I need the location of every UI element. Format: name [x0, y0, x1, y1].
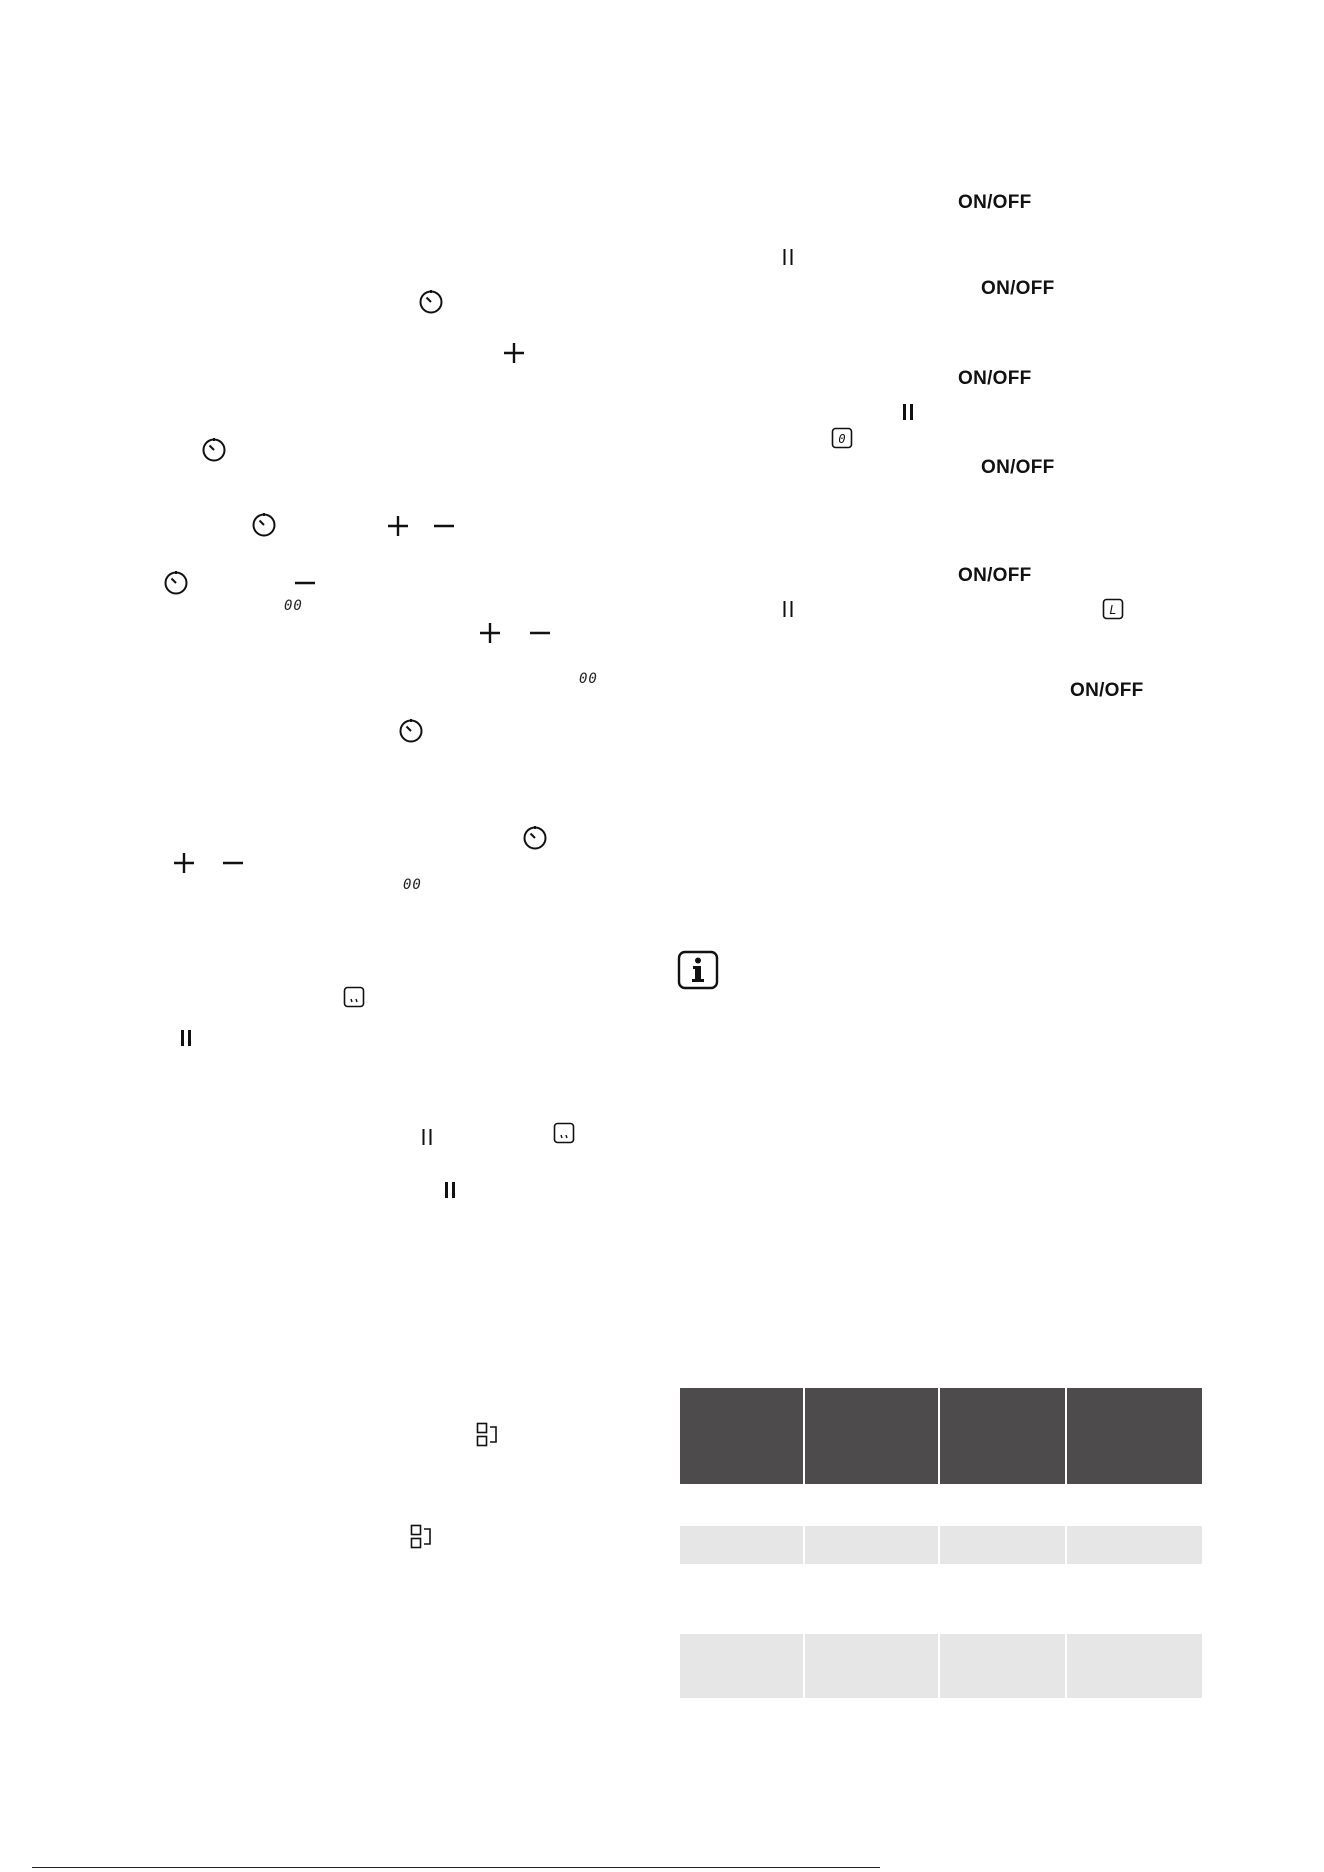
table-cell	[1067, 1526, 1202, 1564]
display-box-icon	[831, 427, 853, 449]
plus-icon	[173, 852, 195, 874]
plus-icon	[503, 342, 525, 364]
timer-icon	[522, 825, 548, 851]
timer-icon	[418, 289, 444, 315]
footer-rule	[32, 1867, 880, 1868]
table-row	[680, 1634, 1202, 1698]
bridge-icon	[410, 1524, 434, 1550]
timer-icon	[251, 512, 277, 538]
minus-icon	[433, 515, 455, 537]
segment-letter-l: L	[1109, 603, 1117, 617]
table-row	[680, 1564, 1202, 1634]
segment-display-00: 00	[284, 598, 303, 614]
display-box-icon	[343, 986, 365, 1008]
pause-icon	[420, 1128, 434, 1146]
table-cell	[940, 1564, 1067, 1634]
pause-icon	[443, 1181, 457, 1199]
table-cell	[1067, 1564, 1202, 1634]
bridge-icon	[476, 1422, 500, 1448]
pause-icon	[781, 248, 795, 266]
segment-digit-0: 0	[838, 432, 846, 446]
onoff-label: ON/OFF	[958, 565, 1032, 586]
plus-icon	[479, 622, 501, 644]
onoff-label: ON/OFF	[981, 278, 1055, 299]
table-cell	[805, 1526, 940, 1564]
table-header-row	[680, 1388, 1202, 1484]
minus-icon	[529, 622, 551, 644]
minus-icon	[222, 852, 244, 874]
table-header-cell	[940, 1388, 1067, 1484]
onoff-label: ON/OFF	[981, 457, 1055, 478]
pause-icon	[179, 1029, 193, 1047]
timer-icon	[163, 570, 189, 596]
plus-icon	[387, 515, 409, 537]
onoff-label: ON/OFF	[958, 192, 1032, 213]
table-header-cell	[1067, 1388, 1202, 1484]
table-cell	[940, 1526, 1067, 1564]
segment-display-00: 00	[403, 877, 422, 893]
table-header-cell	[680, 1388, 805, 1484]
table-cell	[805, 1564, 940, 1634]
onoff-label: ON/OFF	[958, 368, 1032, 389]
table-cell	[805, 1484, 940, 1526]
pause-icon	[901, 403, 915, 421]
table-cell	[680, 1564, 805, 1634]
display-box-icon	[1102, 598, 1124, 620]
table-cell	[680, 1484, 805, 1526]
table-cell	[680, 1526, 805, 1564]
table-row	[680, 1526, 1202, 1564]
segment-display-00: 00	[579, 671, 598, 687]
pause-icon	[781, 600, 795, 618]
display-box-icon	[553, 1122, 575, 1144]
table-cell	[940, 1634, 1067, 1698]
table-header-cell	[805, 1388, 940, 1484]
table-cell	[680, 1634, 805, 1698]
onoff-label: ON/OFF	[1070, 680, 1144, 701]
table-cell	[805, 1634, 940, 1698]
timer-icon	[201, 437, 227, 463]
info-icon	[677, 950, 719, 990]
table-row	[680, 1484, 1202, 1526]
minus-icon	[294, 572, 316, 594]
table-cell	[1067, 1484, 1202, 1526]
timer-icon	[398, 718, 424, 744]
table-cell	[940, 1484, 1067, 1526]
table-cell	[1067, 1634, 1202, 1698]
data-table	[680, 1388, 1202, 1698]
